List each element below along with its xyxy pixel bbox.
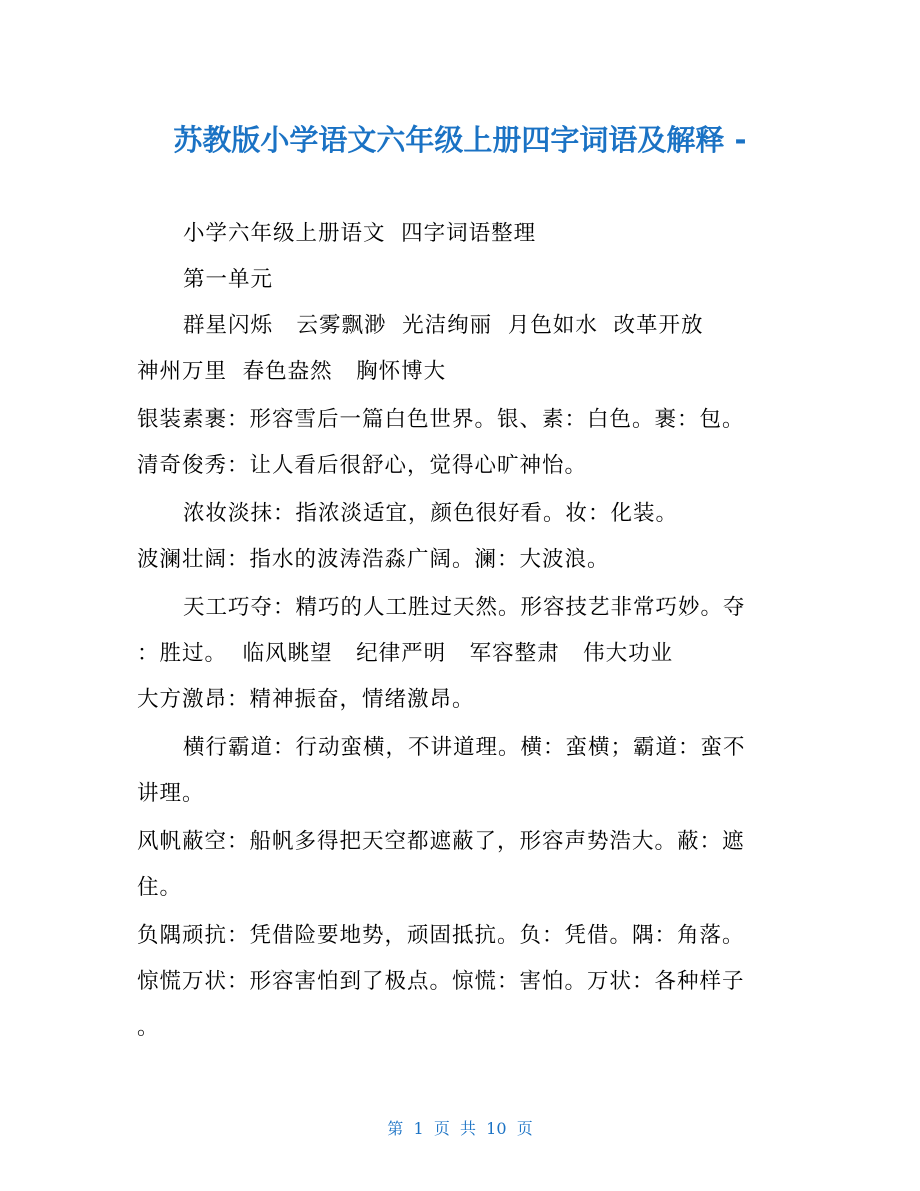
definition-line: 惊慌万状：形容害怕到了极点。惊慌：害怕。万状：各种样子 — [137, 969, 745, 994]
page-number-footer: 第 1 页 共 10 页 — [387, 1119, 533, 1138]
definition-line: 讲理。 — [137, 781, 205, 806]
definition-line: 银装素裹：形容雪后一篇白色世界。银、素：白色。裹：包。 — [137, 407, 745, 432]
definition-line: 天工巧夺：精巧的人工胜过天然。形容技艺非常巧妙。夺 — [183, 595, 746, 620]
definition-line: 波澜壮阔：指水的波涛浩淼广阔。澜：大波浪。 — [137, 547, 610, 572]
unit-heading: 第一单元 — [183, 267, 274, 292]
definition-line: 横行霸道：行动蛮横，不讲道理。横：蛮横；霸道：蛮不 — [183, 735, 746, 760]
definition-line: 浓妆淡抹：指浓淡适宜，颜色很好看。妆：化装。 — [183, 501, 679, 526]
document-title: 苏教版小学语文六年级上册四字词语及解释 - — [173, 123, 747, 157]
definition-line: 负隅顽抗：凭借险要地势，顽固抵抗。负：凭借。隅：角落。 — [137, 923, 745, 948]
word-list-line: 群星闪烁 云雾飘渺 光洁绚丽 月色如水 改革开放 — [183, 313, 704, 338]
definition-line: 清奇俊秀：让人看后很舒心，觉得心旷神怡。 — [137, 453, 588, 478]
word-list-line: 神州万里 春色盎然 胸怀博大 — [137, 359, 447, 384]
definition-line: 大方激昂：精神振奋，情绪激昂。 — [137, 687, 475, 712]
definition-line: ：胜过。 临风眺望 纪律严明 军容整肃 伟大功业 — [137, 641, 674, 666]
subtitle-line: 小学六年级上册语文 四字词语整理 — [183, 221, 537, 246]
definition-line: 风帆蔽空：船帆多得把天空都遮蔽了，形容声势浩大。蔽：遮 — [137, 829, 745, 854]
definition-line: 。 — [137, 1015, 160, 1040]
definition-line: 住。 — [137, 875, 183, 900]
